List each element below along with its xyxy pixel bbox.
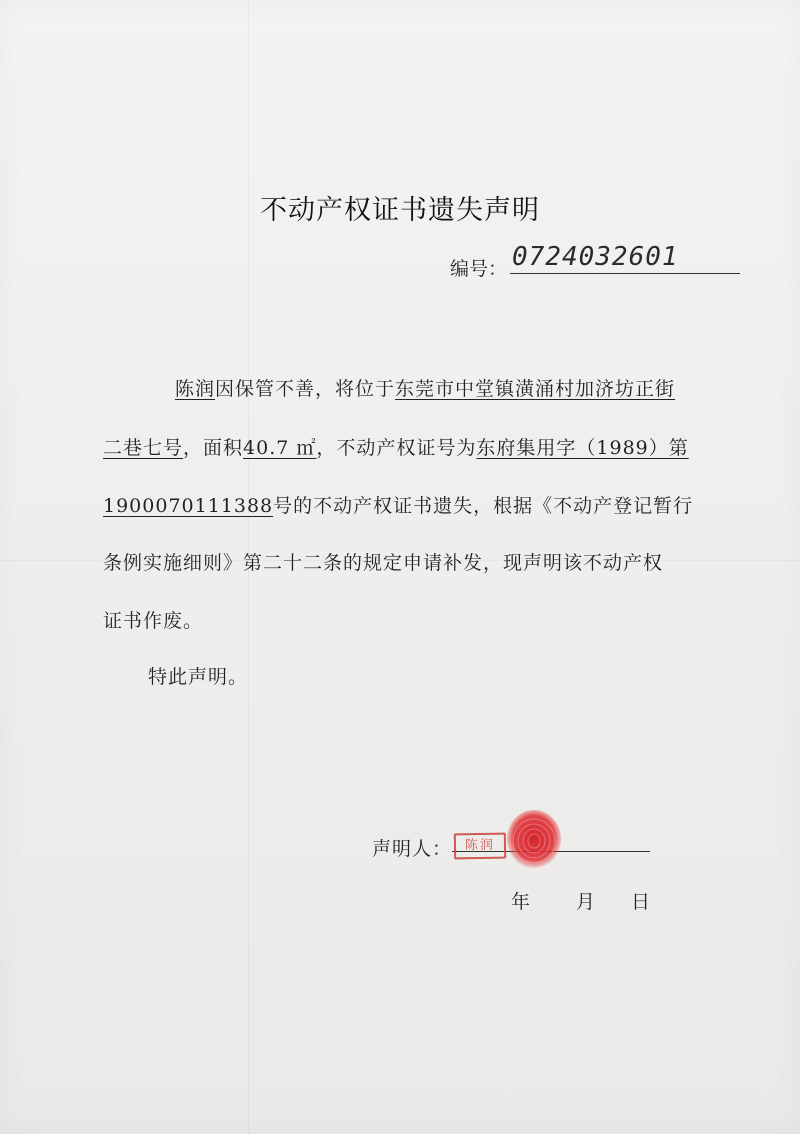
body-line-5 <box>103 606 203 633</box>
body-line-4 <box>103 548 663 575</box>
body-text: ，不动产权证号为 <box>316 437 477 459</box>
property-address-cont: 二巷七号 <box>103 437 184 459</box>
document-title: 不动产权证书遗失声明 <box>260 195 540 226</box>
property-address: 东莞市中堂镇潢涌村加济坊正街 <box>395 378 676 400</box>
body-text: ，面积 <box>183 437 244 459</box>
serial-label: 编号： <box>450 258 508 280</box>
serial-underline <box>510 273 740 274</box>
body-line-2 <box>103 433 689 460</box>
body-text: 证书作废。 <box>103 610 204 632</box>
date-year-label: 年 <box>511 891 531 913</box>
property-area: 40.7 ㎡ <box>243 437 317 459</box>
date-day-label: 日 <box>631 891 651 913</box>
date-month-label: 月 <box>576 891 596 913</box>
signature-label: 声明人： <box>372 838 453 860</box>
certificate-number-prefix: 东府集用字（1989）第 <box>476 437 689 459</box>
body-line-1 <box>175 374 675 401</box>
name-seal-stamp: 陈润 <box>454 833 506 860</box>
serial-number-handwritten: 0724032601 <box>512 242 679 272</box>
body-line-3 <box>103 491 693 518</box>
body-text: 条例实施细则》第二十二条的规定申请补发，现声明该不动产权 <box>103 552 664 574</box>
declarant-name: 陈润 <box>175 378 216 400</box>
fingerprint-icon <box>503 808 565 870</box>
closing-statement: 特此声明。 <box>148 666 249 688</box>
body-text: 因保管不善，将位于 <box>215 378 396 400</box>
certificate-number: 1900070111388 <box>103 495 274 517</box>
body-text: 号的不动产权证书遗失，根据《不动产登记暂行 <box>273 495 694 517</box>
